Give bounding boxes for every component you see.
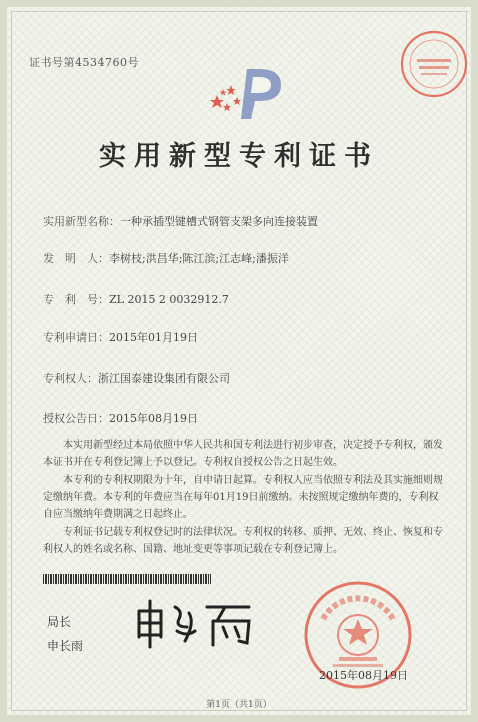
signatory-title: 局长 — [47, 615, 72, 629]
grant-date: 2015年08月19日 — [109, 412, 198, 425]
filing-date: 2015年01月19日 — [109, 331, 198, 344]
grant-date-row — [43, 410, 198, 426]
filing-date-label: 专利申请日： — [43, 331, 109, 344]
paragraph-grant: 本实用新型经过本局依照中华人民共和国专利法进行初步审查，决定授予专利权，颁发本证书并在专利登记簿上予以登记。专利权自授权公告之日起生效。 — [43, 440, 443, 468]
patent-number-row — [43, 291, 229, 307]
page-footer: 第1页（共1页） — [206, 700, 272, 710]
paragraph-term: 本专利的专利权期限为十年，自申请日起算。专利权人应当依照专利法及其实施细则规定缴纳年费。本专利的年费应当在每年01月19日前缴纳。未按照规定缴纳年费的，专利权自应当缴纳年费期满之日起终止。 — [43, 475, 443, 520]
signatory-name: 申长雨 — [47, 639, 84, 653]
grant-date-label: 授权公告日： — [43, 412, 109, 425]
utility-model-name-label: 实用新型名称： — [43, 215, 120, 228]
utility-model-name: 一种承插型键槽式钢管支架多向连接装置 — [120, 215, 318, 228]
paragraph-legal-status: 专利证书记载专利权登记时的法律状况。专利权的转移、质押、无效、终止、恢复和专利权人的姓名或名称、国籍、地址变更等事项记载在专利登记簿上。 — [43, 527, 443, 555]
barcode — [43, 574, 211, 584]
document-title: 实用新型专利证书 — [99, 141, 379, 172]
inventors-row — [43, 250, 289, 266]
utility-model-name-row — [43, 213, 318, 229]
inventors: 李树枝;洪昌华;陈江滨;江志峰;潘振洋 — [109, 252, 289, 265]
patent-number-label: 专 利 号： — [43, 293, 109, 306]
handwritten-signature — [131, 597, 261, 649]
patent-number: ZL 2015 2 0032912.7 — [109, 293, 229, 306]
filing-date-row — [43, 329, 198, 345]
patentee-row — [43, 370, 230, 386]
registration-stamp — [399, 29, 469, 99]
seal-date: 2015年08月19日 — [319, 669, 408, 682]
patent-office-logo — [203, 65, 291, 123]
patentee: 浙江国泰建设集团有限公司 — [98, 372, 230, 385]
patentee-label: 专利权人： — [43, 372, 98, 385]
inventors-label: 发 明 人： — [43, 252, 109, 265]
certificate-number: 证书号第4534760号 — [29, 56, 139, 69]
